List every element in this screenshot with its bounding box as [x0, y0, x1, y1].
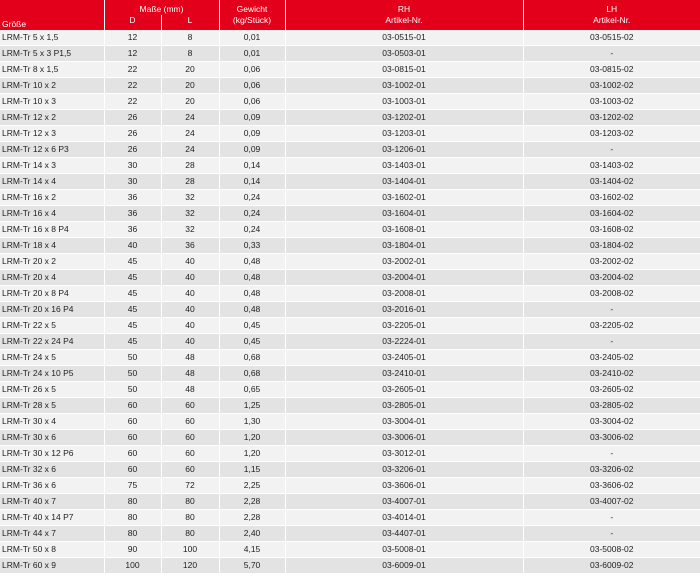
cell-rh-article: 03-2224-01	[285, 334, 523, 350]
cell-d: 40	[104, 238, 161, 254]
header-lh-line1: LH	[523, 0, 700, 15]
cell-l: 60	[161, 430, 219, 446]
cell-weight: 0,09	[219, 126, 285, 142]
cell-lh-article: 03-3006-02	[523, 430, 700, 446]
cell-l: 80	[161, 526, 219, 542]
table-row	[0, 478, 700, 494]
header-lh-line2: Artikel-Nr.	[523, 15, 700, 30]
table-row	[0, 238, 700, 254]
cell-d: 26	[104, 110, 161, 126]
cell-weight: 0,48	[219, 302, 285, 318]
table-row	[0, 78, 700, 94]
cell-l: 48	[161, 350, 219, 366]
cell-size: LRM-Tr 32 x 6	[0, 462, 104, 478]
cell-size: LRM-Tr 5 x 3 P1,5	[0, 46, 104, 62]
cell-l: 32	[161, 222, 219, 238]
cell-lh-article: 03-2605-02	[523, 382, 700, 398]
cell-l: 40	[161, 254, 219, 270]
cell-rh-article: 03-1002-01	[285, 78, 523, 94]
cell-l: 60	[161, 446, 219, 462]
cell-weight: 0,68	[219, 366, 285, 382]
cell-weight: 0,45	[219, 318, 285, 334]
cell-lh-article: 03-1002-02	[523, 78, 700, 94]
table-row	[0, 206, 700, 222]
cell-rh-article: 03-3012-01	[285, 446, 523, 462]
cell-size: LRM-Tr 40 x 14 P7	[0, 510, 104, 526]
cell-lh-article: -	[523, 46, 700, 62]
table-row	[0, 318, 700, 334]
cell-lh-article: 03-3206-02	[523, 462, 700, 478]
table-row	[0, 382, 700, 398]
cell-l: 8	[161, 30, 219, 46]
cell-l: 60	[161, 398, 219, 414]
cell-d: 45	[104, 334, 161, 350]
cell-d: 22	[104, 62, 161, 78]
cell-weight: 1,30	[219, 414, 285, 430]
cell-lh-article: 03-1804-02	[523, 238, 700, 254]
cell-size: LRM-Tr 30 x 4	[0, 414, 104, 430]
cell-l: 80	[161, 510, 219, 526]
cell-rh-article: 03-2605-01	[285, 382, 523, 398]
cell-size: LRM-Tr 22 x 24 P4	[0, 334, 104, 350]
cell-lh-article: 03-5008-02	[523, 542, 700, 558]
cell-weight: 2,28	[219, 510, 285, 526]
cell-lh-article: 03-2002-02	[523, 254, 700, 270]
cell-size: LRM-Tr 40 x 7	[0, 494, 104, 510]
cell-lh-article: 03-2410-02	[523, 366, 700, 382]
cell-rh-article: 03-2008-01	[285, 286, 523, 302]
cell-l: 28	[161, 174, 219, 190]
cell-rh-article: 03-1202-01	[285, 110, 523, 126]
cell-weight: 0,24	[219, 206, 285, 222]
cell-rh-article: 03-2410-01	[285, 366, 523, 382]
cell-l: 60	[161, 414, 219, 430]
cell-d: 60	[104, 462, 161, 478]
table-row	[0, 366, 700, 382]
table-row	[0, 334, 700, 350]
cell-lh-article: -	[523, 302, 700, 318]
cell-size: LRM-Tr 10 x 2	[0, 78, 104, 94]
cell-size: LRM-Tr 18 x 4	[0, 238, 104, 254]
cell-rh-article: 03-1404-01	[285, 174, 523, 190]
cell-d: 50	[104, 350, 161, 366]
cell-size: LRM-Tr 14 x 4	[0, 174, 104, 190]
table-body	[0, 30, 700, 574]
cell-lh-article: 03-3004-02	[523, 414, 700, 430]
cell-lh-article: -	[523, 510, 700, 526]
cell-size: LRM-Tr 20 x 8 P4	[0, 286, 104, 302]
cell-d: 30	[104, 174, 161, 190]
cell-weight: 2,25	[219, 478, 285, 494]
cell-rh-article: 03-4014-01	[285, 510, 523, 526]
cell-size: LRM-Tr 16 x 8 P4	[0, 222, 104, 238]
cell-lh-article: 03-2008-02	[523, 286, 700, 302]
header-l: L	[161, 15, 219, 30]
table-row	[0, 302, 700, 318]
cell-lh-article: 03-4007-02	[523, 494, 700, 510]
cell-size: LRM-Tr 44 x 7	[0, 526, 104, 542]
table-row	[0, 414, 700, 430]
table-row	[0, 46, 700, 62]
cell-l: 40	[161, 334, 219, 350]
cell-l: 20	[161, 62, 219, 78]
table-row	[0, 510, 700, 526]
cell-d: 36	[104, 206, 161, 222]
cell-weight: 0,14	[219, 158, 285, 174]
cell-d: 80	[104, 526, 161, 542]
cell-rh-article: 03-0815-01	[285, 62, 523, 78]
cell-d: 22	[104, 78, 161, 94]
cell-weight: 2,40	[219, 526, 285, 542]
cell-l: 40	[161, 270, 219, 286]
table-row	[0, 350, 700, 366]
cell-rh-article: 03-1602-01	[285, 190, 523, 206]
cell-size: LRM-Tr 26 x 5	[0, 382, 104, 398]
table-row	[0, 126, 700, 142]
cell-size: LRM-Tr 8 x 1,5	[0, 62, 104, 78]
cell-d: 36	[104, 190, 161, 206]
cell-weight: 0,06	[219, 62, 285, 78]
table-row	[0, 174, 700, 190]
cell-l: 100	[161, 542, 219, 558]
cell-d: 50	[104, 382, 161, 398]
cell-lh-article: 03-2405-02	[523, 350, 700, 366]
cell-d: 100	[104, 558, 161, 574]
cell-d: 80	[104, 494, 161, 510]
table-row	[0, 526, 700, 542]
cell-rh-article: 03-3004-01	[285, 414, 523, 430]
cell-size: LRM-Tr 20 x 2	[0, 254, 104, 270]
cell-size: LRM-Tr 16 x 2	[0, 190, 104, 206]
table-row	[0, 142, 700, 158]
cell-rh-article: 03-2205-01	[285, 318, 523, 334]
cell-d: 22	[104, 94, 161, 110]
cell-lh-article: -	[523, 526, 700, 542]
cell-weight: 2,28	[219, 494, 285, 510]
cell-d: 60	[104, 430, 161, 446]
cell-weight: 0,48	[219, 270, 285, 286]
cell-d: 45	[104, 270, 161, 286]
cell-size: LRM-Tr 60 x 9	[0, 558, 104, 574]
cell-weight: 0,48	[219, 254, 285, 270]
cell-weight: 4,15	[219, 542, 285, 558]
cell-weight: 0,24	[219, 190, 285, 206]
cell-lh-article: -	[523, 142, 700, 158]
cell-weight: 0,24	[219, 222, 285, 238]
cell-l: 24	[161, 142, 219, 158]
cell-size: LRM-Tr 10 x 3	[0, 94, 104, 110]
table-row	[0, 158, 700, 174]
cell-d: 45	[104, 318, 161, 334]
cell-lh-article: 03-1604-02	[523, 206, 700, 222]
cell-lh-article: 03-1608-02	[523, 222, 700, 238]
cell-l: 40	[161, 318, 219, 334]
cell-lh-article: 03-0815-02	[523, 62, 700, 78]
header-weight-line2: (kg/Stück)	[219, 15, 285, 30]
cell-rh-article: 03-2002-01	[285, 254, 523, 270]
cell-size: LRM-Tr 5 x 1,5	[0, 30, 104, 46]
cell-weight: 0,06	[219, 78, 285, 94]
cell-l: 40	[161, 286, 219, 302]
cell-d: 80	[104, 510, 161, 526]
cell-d: 36	[104, 222, 161, 238]
cell-rh-article: 03-1203-01	[285, 126, 523, 142]
cell-d: 26	[104, 126, 161, 142]
cell-weight: 0,01	[219, 46, 285, 62]
table-row	[0, 110, 700, 126]
cell-weight: 0,01	[219, 30, 285, 46]
cell-weight: 5,70	[219, 558, 285, 574]
cell-rh-article: 03-1608-01	[285, 222, 523, 238]
cell-rh-article: 03-5008-01	[285, 542, 523, 558]
cell-rh-article: 03-0503-01	[285, 46, 523, 62]
cell-size: LRM-Tr 24 x 5	[0, 350, 104, 366]
header-rh-line2: Artikel-Nr.	[285, 15, 523, 30]
cell-d: 12	[104, 30, 161, 46]
cell-d: 45	[104, 254, 161, 270]
cell-weight: 0,09	[219, 110, 285, 126]
cell-rh-article: 03-1403-01	[285, 158, 523, 174]
cell-l: 80	[161, 494, 219, 510]
cell-l: 8	[161, 46, 219, 62]
header-size: Größe	[0, 0, 104, 30]
cell-size: LRM-Tr 28 x 5	[0, 398, 104, 414]
cell-l: 48	[161, 366, 219, 382]
cell-l: 72	[161, 478, 219, 494]
cell-weight: 0,45	[219, 334, 285, 350]
cell-l: 48	[161, 382, 219, 398]
cell-l: 28	[161, 158, 219, 174]
cell-rh-article: 03-2805-01	[285, 398, 523, 414]
cell-size: LRM-Tr 12 x 6 P3	[0, 142, 104, 158]
cell-lh-article: 03-1003-02	[523, 94, 700, 110]
cell-rh-article: 03-0515-01	[285, 30, 523, 46]
cell-d: 45	[104, 286, 161, 302]
cell-size: LRM-Tr 12 x 2	[0, 110, 104, 126]
table-header	[0, 0, 700, 30]
cell-rh-article: 03-1604-01	[285, 206, 523, 222]
cell-l: 24	[161, 110, 219, 126]
cell-rh-article: 03-3006-01	[285, 430, 523, 446]
cell-weight: 0,14	[219, 174, 285, 190]
cell-size: LRM-Tr 14 x 3	[0, 158, 104, 174]
cell-size: LRM-Tr 16 x 4	[0, 206, 104, 222]
cell-lh-article: 03-1202-02	[523, 110, 700, 126]
cell-weight: 0,65	[219, 382, 285, 398]
table-row	[0, 286, 700, 302]
cell-d: 12	[104, 46, 161, 62]
cell-weight: 0,06	[219, 94, 285, 110]
cell-size: LRM-Tr 30 x 12 P6	[0, 446, 104, 462]
cell-weight: 0,48	[219, 286, 285, 302]
cell-rh-article: 03-1804-01	[285, 238, 523, 254]
cell-size: LRM-Tr 50 x 8	[0, 542, 104, 558]
cell-rh-article: 03-1206-01	[285, 142, 523, 158]
header-dimensions: Maße (mm)	[104, 0, 219, 15]
table-row	[0, 558, 700, 574]
cell-lh-article: 03-6009-02	[523, 558, 700, 574]
cell-l: 20	[161, 78, 219, 94]
cell-lh-article: 03-1404-02	[523, 174, 700, 190]
cell-size: LRM-Tr 36 x 6	[0, 478, 104, 494]
cell-l: 120	[161, 558, 219, 574]
cell-weight: 0,09	[219, 142, 285, 158]
cell-lh-article: 03-1403-02	[523, 158, 700, 174]
cell-lh-article: 03-0515-02	[523, 30, 700, 46]
cell-d: 90	[104, 542, 161, 558]
cell-d: 30	[104, 158, 161, 174]
table-row	[0, 398, 700, 414]
cell-rh-article: 03-4007-01	[285, 494, 523, 510]
table-row	[0, 30, 700, 46]
cell-lh-article: 03-2805-02	[523, 398, 700, 414]
table-row	[0, 462, 700, 478]
table-row	[0, 430, 700, 446]
table-row	[0, 542, 700, 558]
cell-rh-article: 03-4407-01	[285, 526, 523, 542]
cell-l: 20	[161, 94, 219, 110]
cell-rh-article: 03-1003-01	[285, 94, 523, 110]
cell-size: LRM-Tr 12 x 3	[0, 126, 104, 142]
cell-d: 50	[104, 366, 161, 382]
cell-d: 60	[104, 414, 161, 430]
cell-weight: 0,68	[219, 350, 285, 366]
cell-weight: 1,20	[219, 430, 285, 446]
table-row	[0, 446, 700, 462]
cell-l: 40	[161, 302, 219, 318]
cell-weight: 0,33	[219, 238, 285, 254]
cell-weight: 1,15	[219, 462, 285, 478]
cell-size: LRM-Tr 24 x 10 P5	[0, 366, 104, 382]
header-rh-line1: RH	[285, 0, 523, 15]
cell-rh-article: 03-3606-01	[285, 478, 523, 494]
cell-size: LRM-Tr 30 x 6	[0, 430, 104, 446]
cell-d: 60	[104, 446, 161, 462]
cell-lh-article: 03-1602-02	[523, 190, 700, 206]
cell-size: LRM-Tr 20 x 16 P4	[0, 302, 104, 318]
table-row	[0, 270, 700, 286]
table-row	[0, 222, 700, 238]
cell-weight: 1,25	[219, 398, 285, 414]
cell-d: 45	[104, 302, 161, 318]
cell-l: 36	[161, 238, 219, 254]
cell-rh-article: 03-3206-01	[285, 462, 523, 478]
header-d: D	[104, 15, 161, 30]
table-row	[0, 254, 700, 270]
cell-rh-article: 03-6009-01	[285, 558, 523, 574]
table-row	[0, 494, 700, 510]
cell-weight: 1,20	[219, 446, 285, 462]
cell-rh-article: 03-2016-01	[285, 302, 523, 318]
cell-size: LRM-Tr 22 x 5	[0, 318, 104, 334]
cell-rh-article: 03-2004-01	[285, 270, 523, 286]
cell-d: 75	[104, 478, 161, 494]
cell-lh-article: -	[523, 446, 700, 462]
cell-lh-article: 03-3606-02	[523, 478, 700, 494]
cell-lh-article: 03-1203-02	[523, 126, 700, 142]
cell-lh-article: -	[523, 334, 700, 350]
cell-lh-article: 03-2205-02	[523, 318, 700, 334]
cell-rh-article: 03-2405-01	[285, 350, 523, 366]
cell-size: LRM-Tr 20 x 4	[0, 270, 104, 286]
table-row	[0, 94, 700, 110]
cell-l: 60	[161, 462, 219, 478]
cell-l: 32	[161, 206, 219, 222]
table-row	[0, 62, 700, 78]
table-row	[0, 190, 700, 206]
header-weight-line1: Gewicht	[219, 0, 285, 15]
cell-d: 26	[104, 142, 161, 158]
cell-l: 32	[161, 190, 219, 206]
cell-l: 24	[161, 126, 219, 142]
cell-d: 60	[104, 398, 161, 414]
cell-lh-article: 03-2004-02	[523, 270, 700, 286]
